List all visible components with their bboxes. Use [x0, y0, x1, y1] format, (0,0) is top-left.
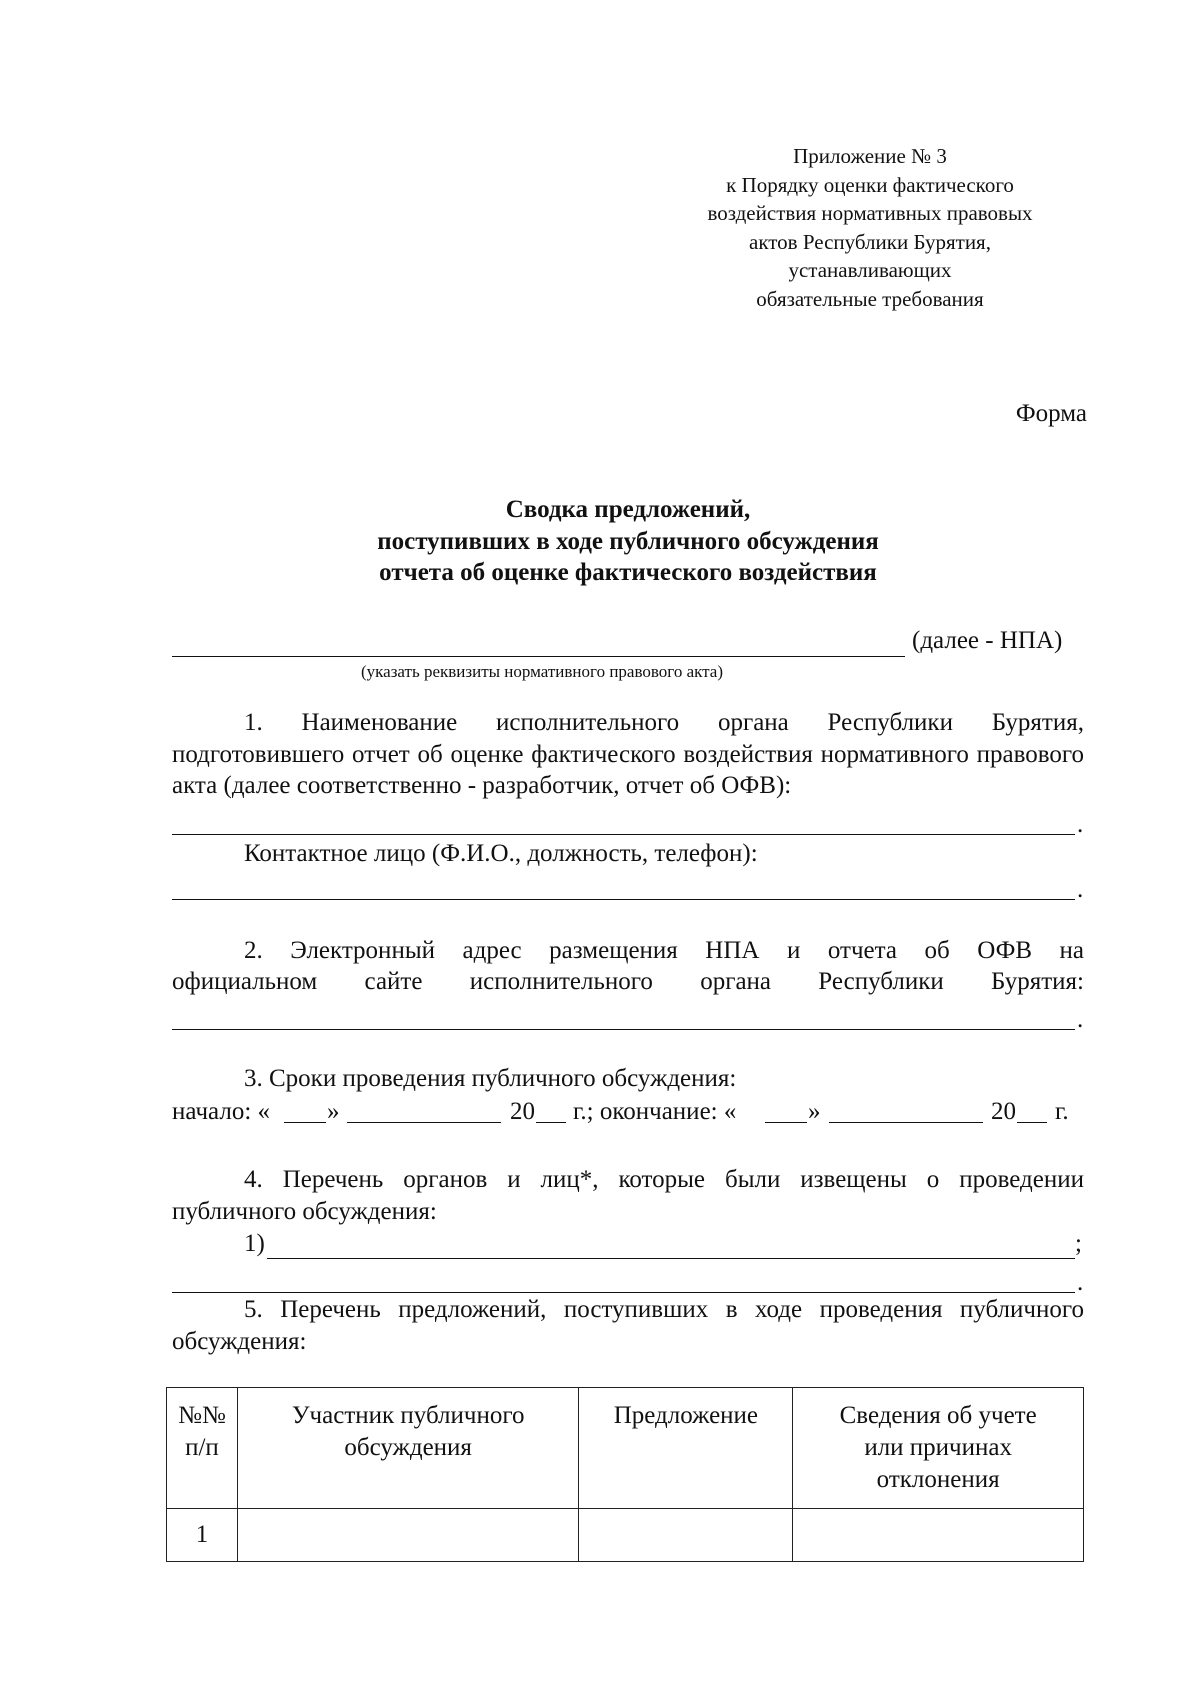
header-text: п/п — [185, 1434, 219, 1461]
section-3-title: 3. Сроки проведения публичного обсуждения: — [244, 1065, 737, 1092]
table-cell-participant[interactable] — [237, 1509, 579, 1562]
quote-close: » — [808, 1098, 821, 1125]
table-row — [167, 1509, 1084, 1562]
contact-field[interactable] — [172, 873, 1075, 900]
npa-suffix: (далее - НПА) — [912, 627, 1063, 654]
title-line: отчета об оценке фактического воздействия — [379, 559, 877, 586]
section-2-line-2: официальном сайте исполнительного органа Республики Бурятия: — [172, 968, 1084, 995]
organ-item-1-field[interactable] — [267, 1232, 1075, 1259]
end-year-field[interactable] — [1017, 1102, 1047, 1123]
field-period: . — [1077, 1006, 1084, 1033]
table-header-row — [167, 1388, 1084, 1509]
header-text: обсуждения — [344, 1434, 472, 1461]
header-cell-participant — [237, 1388, 579, 1509]
header-text: Участник публичного — [291, 1402, 525, 1429]
organ-item-extra-field[interactable] — [172, 1266, 1075, 1293]
title-line: Сводка предложений, — [505, 496, 751, 523]
appendix-line: к Порядку оценки фактического — [726, 172, 1014, 197]
table-cell-proposal[interactable] — [579, 1509, 793, 1562]
document-title — [172, 494, 1084, 589]
form-label: Форма — [1015, 400, 1087, 427]
header-text: Сведения об учете — [839, 1402, 1037, 1429]
appendix-block — [660, 142, 1080, 313]
field-period: . — [1077, 876, 1084, 903]
end-day-field[interactable] — [765, 1102, 807, 1123]
start-month-field[interactable] — [347, 1102, 501, 1123]
header-text: Предложение — [613, 1402, 759, 1429]
field-period: . — [1077, 1269, 1084, 1296]
developer-name-field[interactable] — [172, 808, 1075, 835]
table-cell-number: 1 — [167, 1509, 238, 1562]
end-label: г.; окончание: « — [573, 1098, 737, 1125]
year-prefix: 20 — [510, 1098, 535, 1125]
item-label: 1) — [244, 1230, 265, 1257]
appendix-line: обязательные требования — [756, 286, 984, 311]
section-5-text: 5. Перечень предложений, поступивших в ходе проведения публичного обсуждения: — [172, 1296, 1084, 1355]
npa-caption: (указать реквизиты нормативного правового акта) — [360, 662, 724, 681]
header-text: или причинах — [864, 1434, 1012, 1461]
year-suffix: г. — [1055, 1098, 1069, 1125]
title-line: поступивших в ходе публичного обсуждения — [377, 527, 879, 555]
header-cell-number — [167, 1388, 238, 1509]
header-cell-proposal — [579, 1388, 793, 1509]
start-label: начало: « — [172, 1098, 271, 1125]
start-year-field[interactable] — [536, 1102, 566, 1123]
field-period: . — [1077, 811, 1084, 838]
contact-label: Контактное лицо (Ф.И.О., должность, телефон): — [244, 840, 758, 867]
proposals-table — [166, 1387, 1084, 1562]
section-1-text: 1. Наименование исполнительного органа Республики Бурятия, подготовившего отчет об оценке фактического воздействия нормативного правового акта (далее соответственно - разработчик, отчет об ОФВ): — [172, 709, 1084, 799]
appendix-line: Приложение № 3 — [793, 144, 947, 168]
npa-requisites-field[interactable] — [172, 630, 905, 657]
appendix-line: воздействия нормативных правовых — [707, 201, 1033, 225]
item-end: ; — [1075, 1230, 1082, 1257]
appendix-line: актов Республики Бурятия, — [749, 229, 991, 254]
header-text: отклонения — [876, 1466, 1000, 1493]
section-4-text: 4. Перечень органов и лиц*, которые были извещены о проведении публичного обсуждения: — [172, 1166, 1084, 1225]
quote-close: » — [327, 1098, 340, 1125]
end-month-field[interactable] — [829, 1102, 983, 1123]
start-day-field[interactable] — [284, 1102, 326, 1123]
table-cell-consideration[interactable] — [793, 1509, 1084, 1562]
year-prefix: 20 — [991, 1098, 1016, 1125]
header-text: №№ — [178, 1402, 226, 1429]
header-cell-consideration — [793, 1388, 1084, 1509]
section-2-line-1: 2. Электронный адрес размещения НПА и отчета об ОФВ на — [244, 937, 1084, 964]
website-address-field[interactable] — [172, 1003, 1075, 1030]
appendix-line: устанавливающих — [788, 258, 952, 282]
